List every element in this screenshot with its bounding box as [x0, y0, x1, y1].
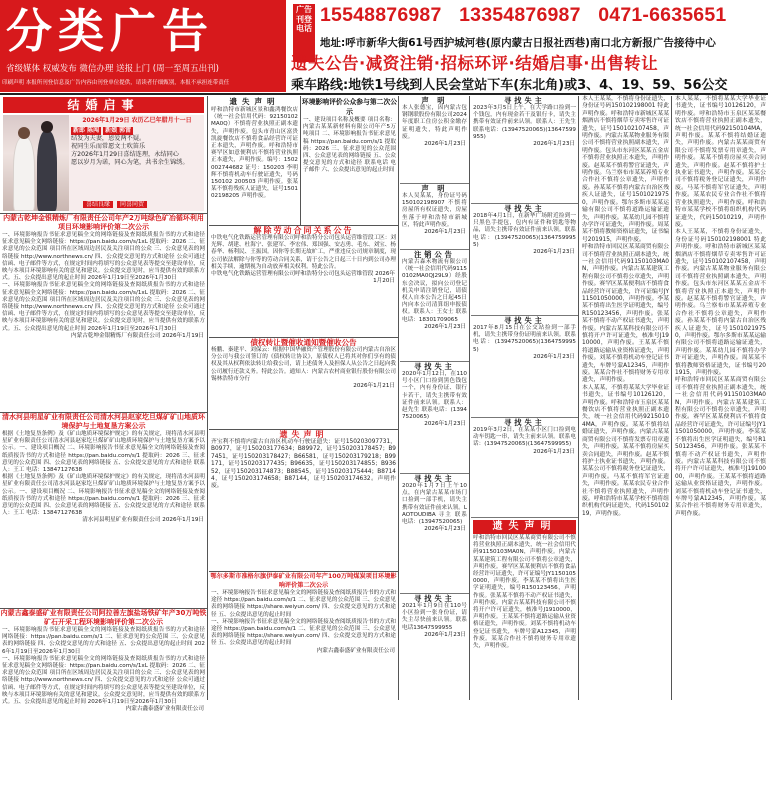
column-1: [0, 96, 208, 713]
wedding-text: [71, 117, 203, 167]
classified-body: 呼和浩特市回民区某某商贸有限公司不慎将营业执照正副本遗失，统一社会信用代码91150103MA0N，声明作废。内蒙古某某建筑工程有限公司不慎将公章遗失，声明作废。赛罕区某某便利店不慎将食品经营许可证遗失，许可证编号JY11501050000，声明作废。李某某不慎将出生医学证明遗失，编号R150123456，声明作废。张某某不慎将不动产权证书遗失，声明作废。内蒙古某某科技有限公司不慎将开户许可证遗失，核准号J1910000，声明作废。王某某不慎将道路运输从业资格证遗失，声明作废。刘某不慎将机动车登记证书遗失，车牌号蒙A12345，声明作废。某某合作社不慎将财务专用章遗失，声明作废。: [473, 535, 576, 650]
classified-item: [471, 96, 578, 204]
lost-notice-banner: 遗失声明: [473, 520, 576, 534]
wedding-tag: 喜结良缘: [83, 201, 113, 208]
notice-body: 一、环境影响报告书征求意见稿全文的网络链接及查阅纸质报告书的方式和途径 征求意见稿全文网络链接：https://pan.baidu.com/s/1xL 提取码：2026 二、征求意见的公众范围 项目所在区域周边居民及关注项目的公众 三、公众意见表的网络链接 http://www.northnews.cn/ 四、公众提交意见的方式和途径 公众可通过信函、电子邮件等方式，在规定时间内将填写的公众意见表等提交至建设单位，反映与本项目环境影响有关的意见和建议。公众提交意见时，应当提供有效的联系方式。五、公众提出意见的起止时间 2026年1月19日至2026年1月30日: [2, 232, 205, 282]
lost-notice-list: 呼和浩特市回民区某某商贸有限公司不慎将营业执照正副本遗失，统一社会信用代码91150103MA0N，声明作废。内蒙古某某建筑工程有限公司不慎将公章遗失，声明作废。赛罕区某某便利店不慎将食品经营许可证遗失，许可证编号JY11501050000，声明作废。李某某不慎将出生医学证明遗失，编号R150123456，声明作废。张某某不慎将不动产权证书遗失，声明作废。内蒙古某某科技有限公司不慎将开户许可证遗失，核准号J1910000，声明作废。王某某不慎将道路运输从业资格证遗失，声明作废。刘某不慎将机动车登记证书遗失，车牌号蒙A12345，声明作废。某某合作社不慎将财务专用章遗失，声明作废。: [582, 244, 669, 384]
groom-figure: [37, 131, 57, 211]
bus-route-line: 乘车路线:地铁1号线到人民会堂站下车(东北角)或3、4、19、59、56公交: [291, 78, 728, 93]
badge-line: 广告: [296, 5, 312, 14]
notice-signature: 内蒙古鑫泰盛矿业有限责任公司: [125, 706, 204, 713]
classified-body: 本人张德宝，因内蒙古包钢钢联股份有限公司2024年度职工住房公积金缴存证明遗失，特此声明作废。: [402, 105, 467, 140]
notice-block: [209, 226, 398, 338]
bride-name: 新娘 郭雷: [105, 127, 132, 134]
address-line: 地址:呼市新华大街61号西护城河巷(原内蒙古日报社西巷)南口北方新报广告接待中心: [320, 37, 716, 49]
classified-heading: 寻找失主: [504, 316, 545, 325]
notice-block: [209, 338, 398, 430]
wedding-photo: [3, 115, 69, 211]
wedding-line: 祝同生乐而常愿文士吹笛乐: [71, 143, 146, 150]
notice-signature: 内蒙古乾坤金银精炼厂有限责任公司 2026年1月19日: [71, 332, 204, 339]
classified-heading: 注销公告: [414, 250, 455, 259]
classified-item: [471, 204, 578, 316]
classified-item: [400, 594, 469, 704]
classified-date: 2026年1月23日: [424, 141, 466, 148]
lost-notice-list: 本人王某某，不慎将身份证遗失，身份证号码150102198001 特此声明作废。呼和浩特市新城区某某烟酒店不慎将烟草专卖零售许可证遗失，证号150102107458，声明作废。内蒙古某某物业服务有限公司不慎将营业执照副本遗失，声明作废。包头市东河区某某五金店不慎将营业执照正本遗失，声明作废。赵某某不慎将警官证遗失，声明作废。乌兰察布市某某养殖专业合作社不慎将公章遗失，声明作废。孙某某不慎将内蒙古自治区残疾人证遗失，证号15010219750，声明作废。鄂尔多斯市某某运输有限公司不慎将道路运输证遗失，声明作废。某某幼儿园不慎将办学许可证遗失，声明作废。周某某不慎将教师资格证遗失，证书编号201915，声明作废。: [675, 229, 766, 377]
groom-name: 新郎 陈闯: [73, 127, 100, 134]
wedding-footer: [83, 199, 151, 208]
column-4: [471, 96, 579, 700]
wedding-line: 愿以岁月为诺，同心为笔，共书余生锦绣。: [71, 159, 189, 166]
notice-body: 一、环境影响报告书征求意见稿全文的网络链接及查阅纸质报告书的方式和途径 https://pan.baidu.com/s/1 二、征求意见的公众范围 三、公众意见表的网络链接 https://share.weiyun.com/ 四、公众提交意见的方式和途径 五、公众提出意见的起止时间: [211, 590, 396, 618]
notice-body: 一、环境影响报告书征求意见稿全文的网络链接及查阅纸质报告书的方式和途径 https://pan.baidu.com/s/1 二、征求意见的公众范围 三、公众意见表的网络链接 https://share.weiyun.com/ 四、公众提交意见的方式和途径 五、公众提出意见的起止时间: [211, 618, 396, 647]
header-disclaimer: 印刷声明 本报所刊登信息及广告内容由刊登单位提供，请读者仔细甄别，本报不承担连带责任: [2, 80, 230, 86]
notice-title: 遗失声明: [229, 97, 280, 106]
classified-date: 2026年1月23日: [533, 141, 575, 148]
notice-title: 解除劳动合同关系公告: [253, 226, 354, 235]
notice-body: 一、环境影响报告书征求意见稿全文的网络链接及查阅纸质报告书的方式和途径 征求意见稿全文网络链接：https://pan.baidu.com/s/1xL 提取码：2026 二、征求意见的公众范围 项目所在区域周边居民及关注项目的公众 三、公众意见表的网络链接 http://www.northnews.cn/ 四、公众提交意见的方式和途径 公众可通过信函、电子邮件等方式，在规定时间内将填写的公众意见表等提交至建设单位，反映与本项目环境影响有关的意见和建议。公众提交意见时，应当提供有效的联系方式。五、公众提出意见的起止时间 2026年1月19日至2026年1月30日: [2, 282, 205, 332]
notice-body: 杨鹏、秦建平、刘保云：根据中国华融资产管理股份有限公司内蒙古自治区分公司与我公司签订的《债权转让协议》，原债权人已将其对你们享有的债权及其从权利依法转让给我公司，请上述债务人及担保人从公告之日起向我公司履行还款义务。特此公告。通知人：内蒙古农村商业银行股份有限公司锡林浩特市分行: [211, 347, 396, 382]
classified-item: [471, 418, 578, 518]
notice-block: [0, 413, 207, 609]
column-2: [209, 96, 399, 700]
notice-title: 清水河县明星矿业有限责任公司清水河县赵家圪旦煤矿矿山地质环境保护与土地复垦方案公示: [2, 413, 205, 430]
page-title: 分类广告: [6, 4, 214, 58]
classified-item: [400, 362, 469, 474]
wedding-heading: 结婚启事: [3, 97, 204, 113]
lost-notice-list: 本人某某，不慎将某某大学毕业证书遗失，证书编号10126120，声明作废。呼和浩特市玉泉区某某餐饮店不慎将营业执照正副本遗失，统一社会信用代码92150104MA，声明作废。某某不慎将结婚证遗失，声明作废。内蒙古某某商贸有限公司不慎将发票专用章遗失，声明作废。某某不慎将房屋买卖合同遗失，声明作废。赵某不慎将护士执业证书遗失，声明作废。某某公司不慎将税务登记证遗失，声明作废。马某不慎将军官证遗失，声明作废。某某农民专业合作社不慎将营业执照遗失，声明作废。呼和浩特市某某学校不慎将组织机构代码证遗失，代码15010219，声明作废。: [675, 96, 766, 228]
classified-body: 2020年1月7日上午10点，在内蒙古某某市场门口捡到一部手机，请失主携带有效证件前来认领。LAOTOUDIBA 寻主 联系电话：(13947520065): [402, 483, 467, 526]
classified-body: 2020年1月12日，在110号小区门口捡到黑色钱包一个，内有身份证、银行卡若干，请失主携带有效证件前来认领。联系人：赵先生 联系电话：(13947520065): [402, 371, 467, 421]
badge-line: 刊登: [296, 14, 312, 24]
classified-date: 2026年1月23日: [424, 229, 466, 236]
wedding-line: 方2026年1月29日喜结连理，永结同心: [71, 151, 179, 158]
lost-notice-list: 呼和浩特市回民区某某商贸有限公司不慎将营业执照正副本遗失，统一社会信用代码91150103MA0N，声明作废。内蒙古某某建筑工程有限公司不慎将公章遗失，声明作废。赛罕区某某便利店不慎将食品经营许可证遗失，许可证编号JY11501050000，声明作废。李某某不慎将出生医学证明遗失，编号R150123456，声明作废。张某某不慎将不动产权证书遗失，声明作废。内蒙古某某科技有限公司不慎将开户许可证遗失，核准号J1910000，声明作废。王某某不慎将道路运输从业资格证遗失，声明作废。刘某不慎将机动车登记证书遗失，车牌号蒙A12345，声明作废。某某合作社不慎将财务专用章遗失，声明作废。: [675, 377, 766, 517]
notice-block: [209, 572, 398, 712]
classified-date: 2026年1月23日: [424, 631, 466, 638]
notice-block: [0, 609, 207, 809]
classified-heading: 寻找失主: [414, 594, 455, 603]
phone-number: 0471-6635651: [598, 4, 727, 26]
column-5: [580, 96, 672, 700]
bride-head: [18, 127, 30, 139]
classified-item: [400, 184, 469, 250]
header-divider: [0, 93, 768, 95]
notice-block: [209, 430, 398, 572]
classified-date: 2026年1月23日: [533, 353, 575, 360]
classified-body: 本人吴某某，身份证号码150102198907 不慎将房屋所有权证遗失，房屋坐落于呼和浩特市新城区，特此声明作废。: [402, 193, 467, 228]
classified-heading: 声 明: [421, 96, 448, 105]
notice-body: 根据《土地复垦条例》及《矿山地质环境保护规定》的有关规定，现将清水河县明星矿业有限责任公司清水河县赵家圪旦煤矿矿山地质环境保护与土地复垦方案予以公示。一、建设项目概况 二、环境影响报告书征求意见稿全文的网络链接及查阅纸质报告书的方式和途径 https://pan.baidu.com/s/1 提取码：2026 三、征求意见的公众范围 四、公众意见表的网络链接 五、公众提交意见的方式和途径 联系人：王工 电话：13847127638: [2, 431, 205, 474]
notice-block: [209, 96, 301, 225]
classified-date: 2026年1月23日: [424, 526, 466, 533]
groom-head: [41, 121, 53, 133]
classified-heading: 寻找失主: [504, 204, 545, 213]
wedding-date: 2026年1月29日 农历乙巳年腊月十一日: [82, 117, 192, 124]
wedding-line: 结发为夫妻，恩爱两不疑。: [71, 135, 146, 142]
bride-figure: [13, 137, 35, 211]
badge-line: 电话: [296, 24, 312, 33]
phone-numbers: [320, 4, 766, 34]
notice-signature: 内蒙古鑫泰盛矿业有限责任公司: [316, 647, 395, 654]
classified-body: 2018年4月1日，在新华广场附近捡到一只黑色手提包，包内有证件和钥匙等物品，请失主携带有效证件前来认领。联系电话：(13947520065)(13647599955): [473, 213, 576, 248]
notice-signature: 清水河县明星矿业有限责任公司 2026年1月19日: [82, 517, 204, 524]
phone-number: 13354876987: [459, 4, 581, 26]
classified-heading: 寻找失主: [504, 96, 545, 105]
classified-heading: 寻找失主: [414, 362, 455, 371]
classified-body: 2019年3月2日，在某某小区门口捡到电动车钥匙一串，请失主前来认领。联系电话：(13947520065)(13647599955): [473, 427, 576, 448]
classified-item: [400, 474, 469, 594]
column-6: [673, 96, 768, 700]
notice-block: [301, 96, 398, 225]
notice-title: 鄂尔多斯市准格尔旗伊泰矿业有限公司年产100万吨煤炭项目环境影响评价第二次公示: [210, 573, 397, 589]
notice-body: 中铁电气化铁路运营管理有限公司呼和浩特分公司包头运营维管段工区：刘光辉、胡建、杜海宁、张建军、李宏伟、郑国强、安志勇、毛东、刘宝、杨春华、杨利民、王振国。因你等长期无故旷工，严重违反公司规章制度，现公司依法解除与你等的劳动合同关系，请于公告之日起三十日内到公司办理相关手续，逾期视为自动放弃相关权利。特此公告。: [211, 235, 396, 270]
classified-date: 2026年1月23日: [424, 323, 466, 330]
classified-heading: 寻找失主: [414, 474, 455, 483]
lost-notice-list: 本人王某某，不慎将身份证遗失，身份证号码150102198001 特此声明作废。呼和浩特市新城区某某烟酒店不慎将烟草专卖零售许可证遗失，证号150102107458，声明作废。内蒙古某某物业服务有限公司不慎将营业执照副本遗失，声明作废。包头市东河区某某五金店不慎将营业执照正本遗失，声明作废。赵某某不慎将警官证遗失，声明作废。乌兰察布市某某养殖专业合作社不慎将公章遗失，声明作废。孙某某不慎将内蒙古自治区残疾人证遗失，证号15010219750，声明作废。鄂尔多斯市某某运输有限公司不慎将道路运输证遗失，声明作废。某某幼儿园不慎将办学许可证遗失，声明作废。周某某不慎将教师资格证遗失，证书编号201915，声明作废。: [582, 96, 669, 243]
classified-date: 2026年1月23日: [424, 421, 466, 428]
notice-block: [0, 213, 207, 413]
classified-date: 2026年1月23日: [533, 448, 575, 455]
classified-date: 2026年1月23日: [533, 249, 575, 256]
notice-row: [209, 96, 398, 226]
notice-signature: 2026年1月21日: [353, 383, 395, 390]
classified-body: 2023年3月5日上午，在大学路口捡到一个钱包，内有现金若干及银行卡，请失主携带有效证件前来认领。联系人：王先生 联系电话：(13947520065)(13647599955): [473, 105, 576, 140]
header-red-block: [0, 0, 286, 92]
notice-body: 根据《土地复垦条例》及《矿山地质环境保护规定》的有关规定，现将清水河县明星矿业有限责任公司清水河县赵家圪旦煤矿矿山地质环境保护与土地复垦方案予以公示。一、建设项目概况 二、环境影响报告书征求意见稿全文的网络链接及查阅纸质报告书的方式和途径 https://pan.baidu.com/s/1 提取码：2026 三、征求意见的公众范围 四、公众意见表的网络链接 五、公众提交意见的方式和途径 联系人：王工 电话：13847127638: [2, 474, 205, 517]
services-banner: 遗失公告·减资注销·招标环评·结婚启事·出售转让: [291, 54, 659, 73]
wedding-announcement: [3, 115, 204, 211]
classified-heading: 声 明: [421, 184, 448, 193]
phone-number: 15548876987: [320, 4, 442, 26]
classified-heading: 寻找失主: [504, 418, 545, 427]
notice-body: 一、建设项目名称及概要 项目名称：内蒙古某某新材料有限公司年产5万吨项目 二、环境影响报告书征求意见稿 https://pan.baidu.com/s/1 提取码：2026 三、征求意见的公众范围 四、公众意见表的网络链接 五、公众提交意见的方式和途径 联系电话 电子邮件 六、公众提出意见的起止时间: [303, 117, 396, 174]
classified-item: [400, 250, 469, 362]
column-3: [400, 96, 470, 700]
notice-title: 环境影响评价公众参与第二次公示: [301, 98, 398, 116]
notice-body: 一、环境影响报告书征求意见稿全文的网络链接及查阅纸质报告书的方式和途径 网络链接：https://pan.baidu.com/s/1 二、征求意见的公众范围 三、公众意见表的网络链接 四、公众提交意见的方式和途径 五、公众提出意见的起止时间 2026年1月19日至2026年1月30日: [2, 627, 205, 655]
wedding-tag: 同喜同贺: [117, 201, 147, 208]
classified-body: 2021年1月9日在110号小区捡到一张身份证，请失主尽快前来认领。联系电话13647599955: [402, 603, 467, 631]
classified-item: [400, 96, 469, 184]
notice-title: 内蒙古鑫泰盛矿业有限责任公司阿拉善左旗盐场铁矿年产30万吨铁矿石开采工程环境影响评价第二次公示: [0, 609, 207, 626]
lost-notice-list: 本人某某，不慎将某某大学毕业证书遗失，证书编号10126120，声明作废。呼和浩特市玉泉区某某餐饮店不慎将营业执照正副本遗失，统一社会信用代码92150104MA，声明作废。某某不慎将结婚证遗失，声明作废。内蒙古某某商贸有限公司不慎将发票专用章遗失，声明作废。某某不慎将房屋买卖合同遗失，声明作废。赵某不慎将护士执业证书遗失，声明作废。某某公司不慎将税务登记证遗失，声明作废。马某不慎将军官证遗失，声明作废。某某农民专业合作社不慎将营业执照遗失，声明作废。呼和浩特市某某学校不慎将组织机构代码证遗失，代码15010219，声明作废。: [582, 384, 669, 517]
notice-title: 债权转让暨催收通知暨催收公告: [250, 338, 357, 347]
classified-body: 2017年8月15日在公交站捡到一部手机，请失主携带身份证明前来认领。联系电话：(13947520065)(13647599955): [473, 325, 576, 353]
classified-body: 内蒙古森禾物流有限公司（统一社会信用代码91150102MA0QJ29L9）经股东会决议，拟向公司登记机关申请注销登记，请债权人自本公告之日起45日内向本公司清算组申报债权。联系人：王女士 联系电话：18301709065: [402, 259, 467, 323]
notice-body: 一、环境影响报告书征求意见稿全文的网络链接及查阅纸质报告书的方式和途径 征求意见稿全文网络链接：https://pan.baidu.com/s/1xL 提取码：2026 二、征求意见的公众范围 项目所在区域周边居民及关注项目的公众 三、公众意见表的网络链接 http://www.northnews.cn/ 四、公众提交意见的方式和途径 公众可通过信函、电子邮件等方式，在规定时间内将填写的公众意见表等提交至建设单位，反映与本项目环境影响有关的意见和建议。公众提交意见时，应当提供有效的联系方式。五、公众提出意见的起止时间 2026年1月19日至2026年1月30日: [2, 655, 205, 706]
notice-body: 齐宝利不慎将内蒙古自治区机动车行驶证遗失：证号150203097731，B0977，证号150203177634；B89972，证号150203178457；B97451，证号150203178427；B66581，证号150203179218；B99171，证号150203177435；B96635，证号150203174855；B93652，证号150203174873；B88545，证号150203175444；B87144，证号150203174658；B87144，证号150203174632。声明作废。: [211, 439, 396, 490]
notice-title: 内蒙古乾坤金银精炼厂有限责任公司年产2万吨绿色矿冶循环利用项目环境影响评价第二次公示: [3, 214, 204, 231]
notice-title: 遗失声明: [279, 430, 328, 439]
classified-item: [471, 316, 578, 418]
header-slogan: 省级媒体 权威发布 微信办理 送报上门 (周一至周五出刊): [6, 64, 219, 74]
notice-signature: 中铁电气化铁路运营管理有限公司呼和浩特分公司包头运营维管段 2026年1月20日: [211, 271, 395, 285]
notice-body: 呼和浩特市新城区景和鑫鸿餐饮店（统一社会信用代码：92150102MA0Q）不慎将营业执照正副本遗失，声明作废。包头市青山区富贵凯旋餐饮店不慎将食品经营许可证正本遗失，声明作废。呼和浩特市赛罕区如意便利店不慎将营业执照正本遗失，声明作废。编号：1502002744682 证号：150203 李明辉不慎将机动车行驶证遗失，号码150102 200503 声明作废。张某某不慎将残疾人证遗失，证号150102198205 声明作废。: [211, 107, 298, 200]
